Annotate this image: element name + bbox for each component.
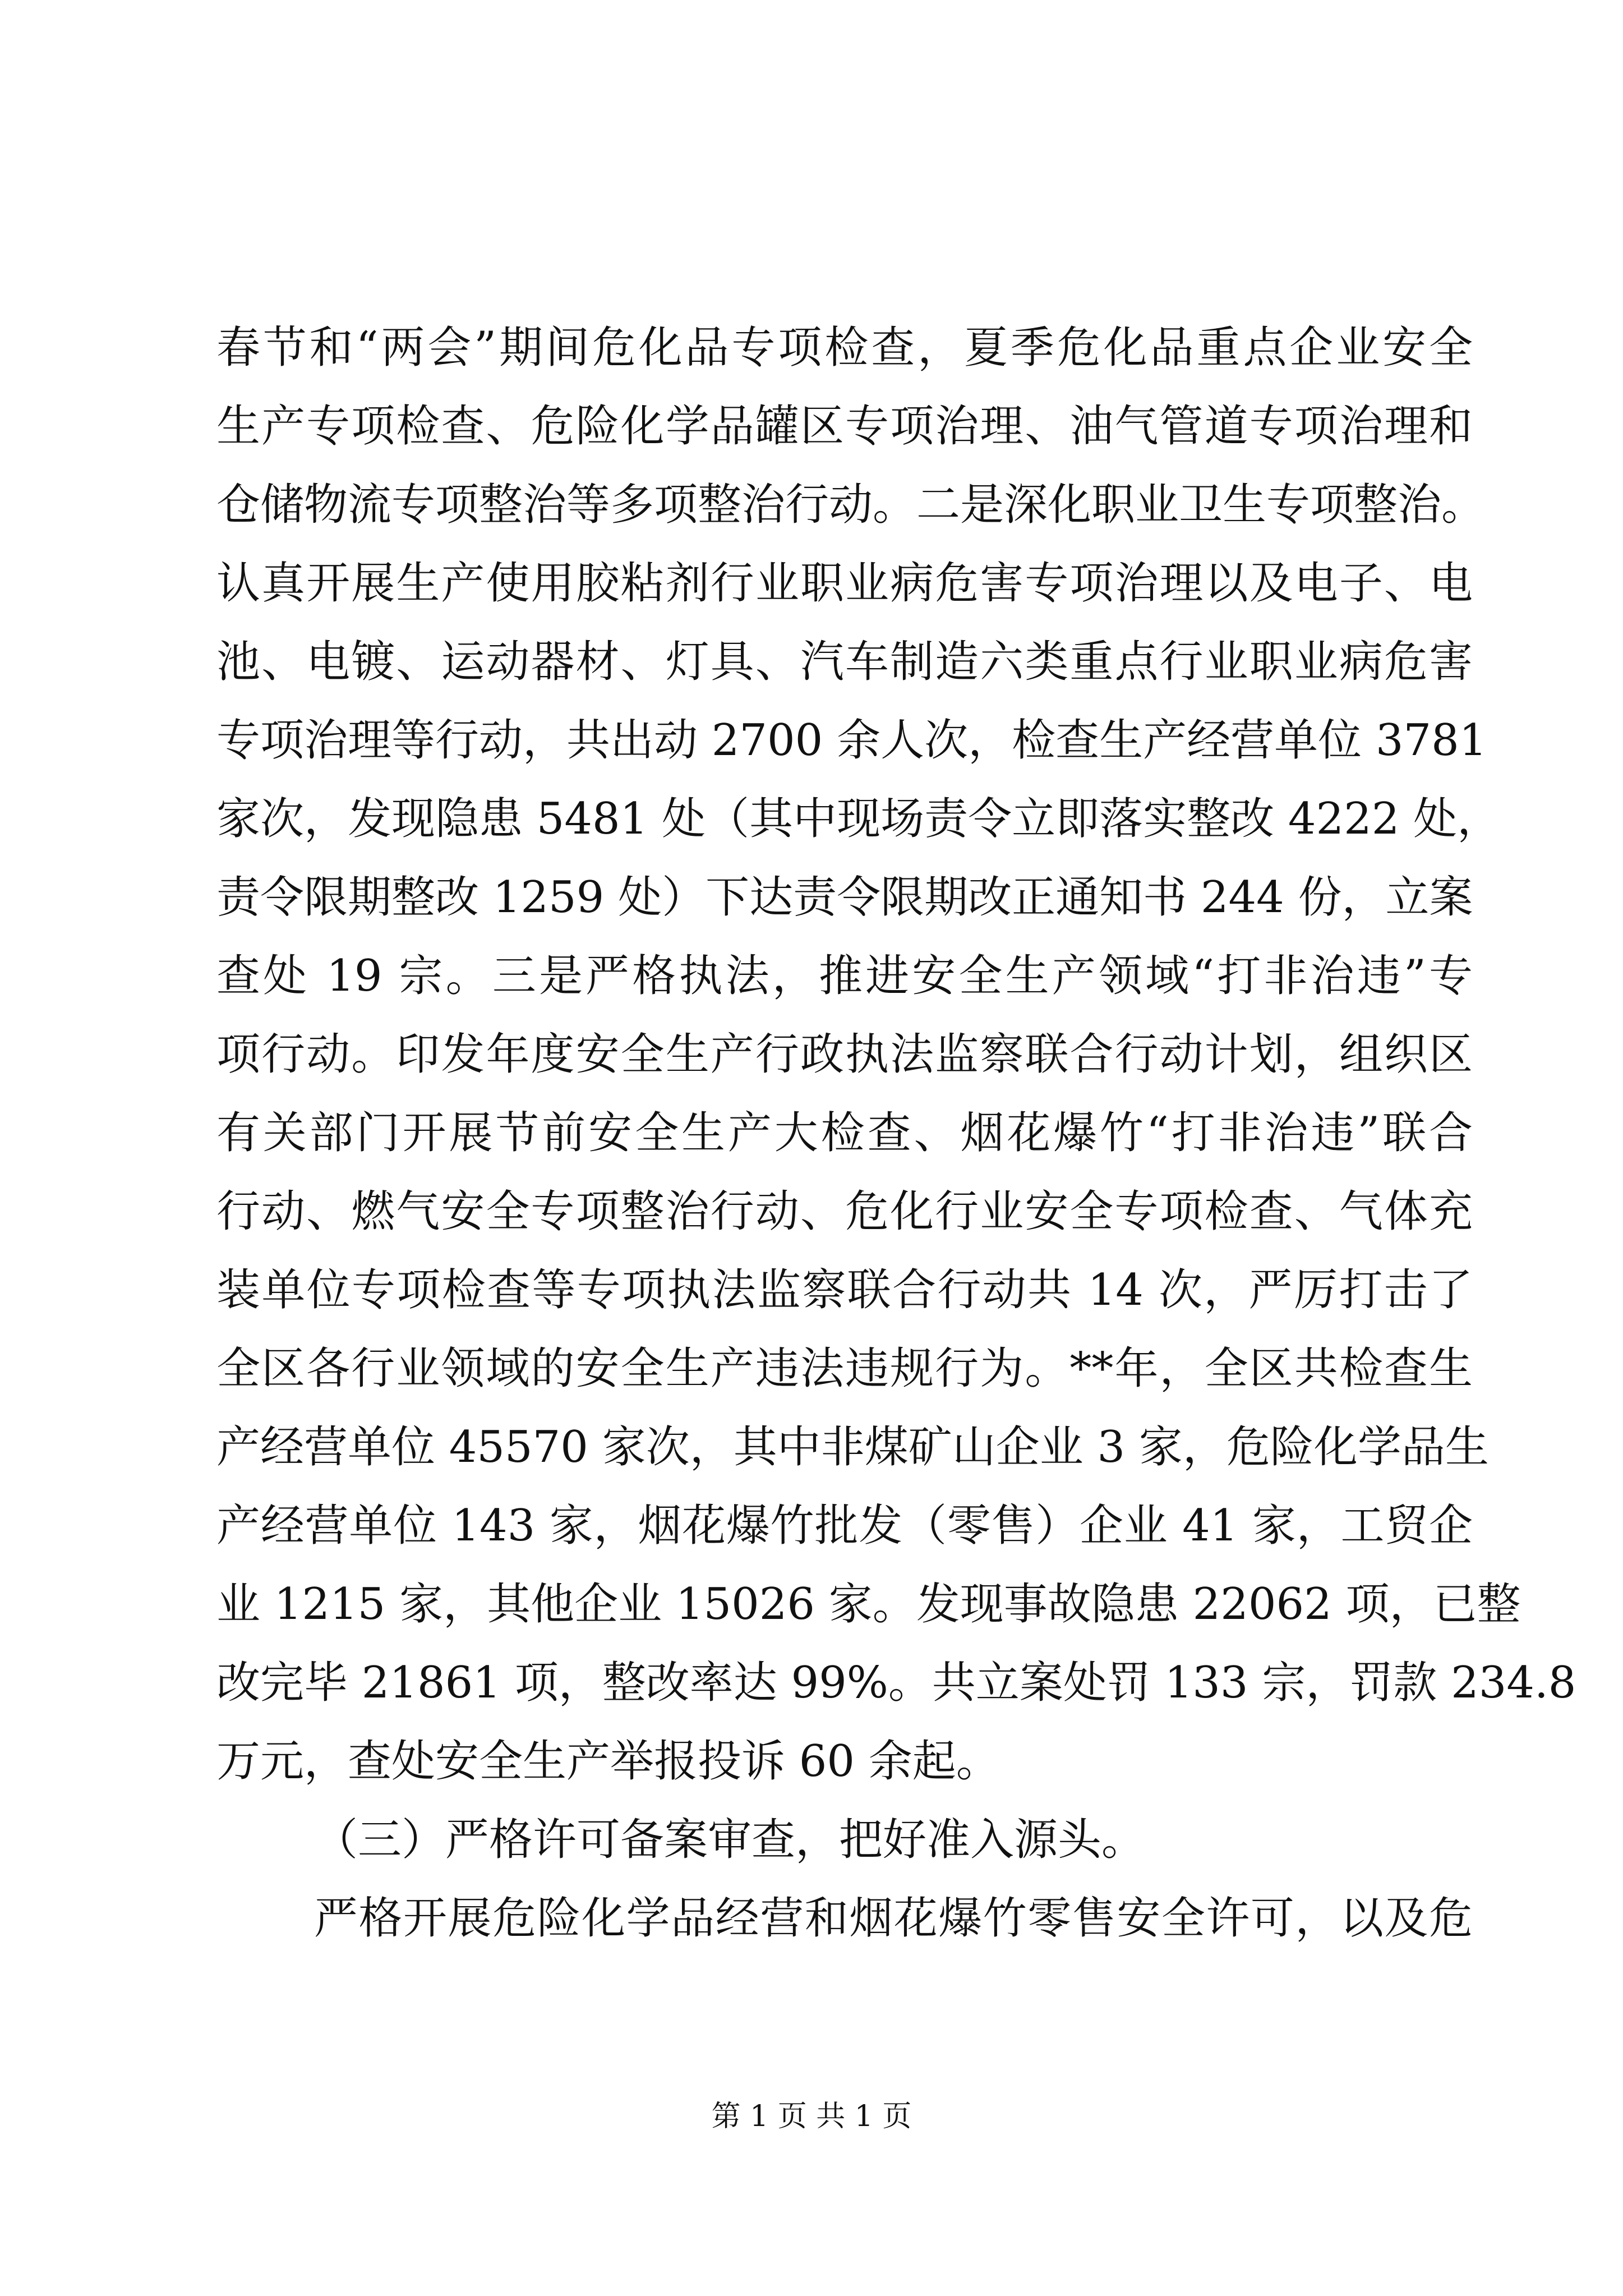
text-line-11: 有关部门开展节前安全生产大检查、烟花爆竹“打非治违”联合 <box>216 1108 1473 1158</box>
page-number-footer: 第 1 页 共 1 页 <box>711 2100 912 2133</box>
text-line-7: 家次，发现隐患 5481 处（其中现场责令立即落实整改 4222 处， <box>216 794 1501 844</box>
text-line-5: 池、电镀、运动器材、灯具、汽车制造六类重点行业职业病危害 <box>216 637 1473 687</box>
text-line-21: 严格开展危险化学品经营和烟花爆竹零售安全许可，以及危 <box>314 1893 1473 1944</box>
text-line-6: 专项治理等行动，共出动 2700 余人次，检查生产经营单位 3781 <box>216 715 1487 766</box>
text-line-1: 春节和“两会”期间危化品专项检查，夏季危化品重点企业安全 <box>216 323 1473 373</box>
text-line-4: 认真开展生产使用胶粘剂行业职业病危害专项治理以及电子、电 <box>216 558 1473 609</box>
text-line-16: 产经营单位 143 家，烟花爆竹批发（零售）企业 41 家，工贸企 <box>216 1501 1473 1551</box>
text-line-9: 查处 19 宗。三是严格执法，推进安全生产领域“打非治违”专 <box>216 951 1473 1001</box>
text-line-17: 业 1215 家，其他企业 15026 家。发现事故隐患 22062 项，已整 <box>216 1579 1521 1630</box>
text-line-18: 改完毕 21861 项，整改率达 99%。共立案处罚 133 宗，罚款 234.8 <box>216 1658 1576 1708</box>
text-line-19: 万元，查处安全生产举报投诉 60 余起。 <box>216 1736 1000 1787</box>
text-line-2: 生产专项检查、危险化学品罐区专项治理、油气管道专项治理和 <box>216 401 1473 452</box>
text-line-3: 仓储物流专项整治等多项整治行动。二是深化职业卫生专项整治。 <box>216 480 1486 530</box>
text-line-14: 全区各行业领域的安全生产违法违规行为。**年，全区共检查生 <box>216 1343 1473 1394</box>
text-line-8: 责令限期整改 1259 处）下达责令限期改正通知书 244 份，立案 <box>216 872 1473 923</box>
text-line-15: 产经营单位 45570 家次，其中非煤矿山企业 3 家，危险化学品生 <box>216 1422 1489 1473</box>
section-heading: （三）严格许可备案审查，把好准入源头。 <box>314 1815 1146 1865</box>
text-line-10: 项行动。印发年度安全生产行政执法监察联合行动计划，组织区 <box>216 1029 1473 1080</box>
text-line-13: 装单位专项检查等专项执法监察联合行动共 14 次，严厉打击了 <box>216 1265 1473 1315</box>
text-line-12: 行动、燃气安全专项整治行动、危化行业安全专项检查、气体充 <box>216 1186 1473 1237</box>
